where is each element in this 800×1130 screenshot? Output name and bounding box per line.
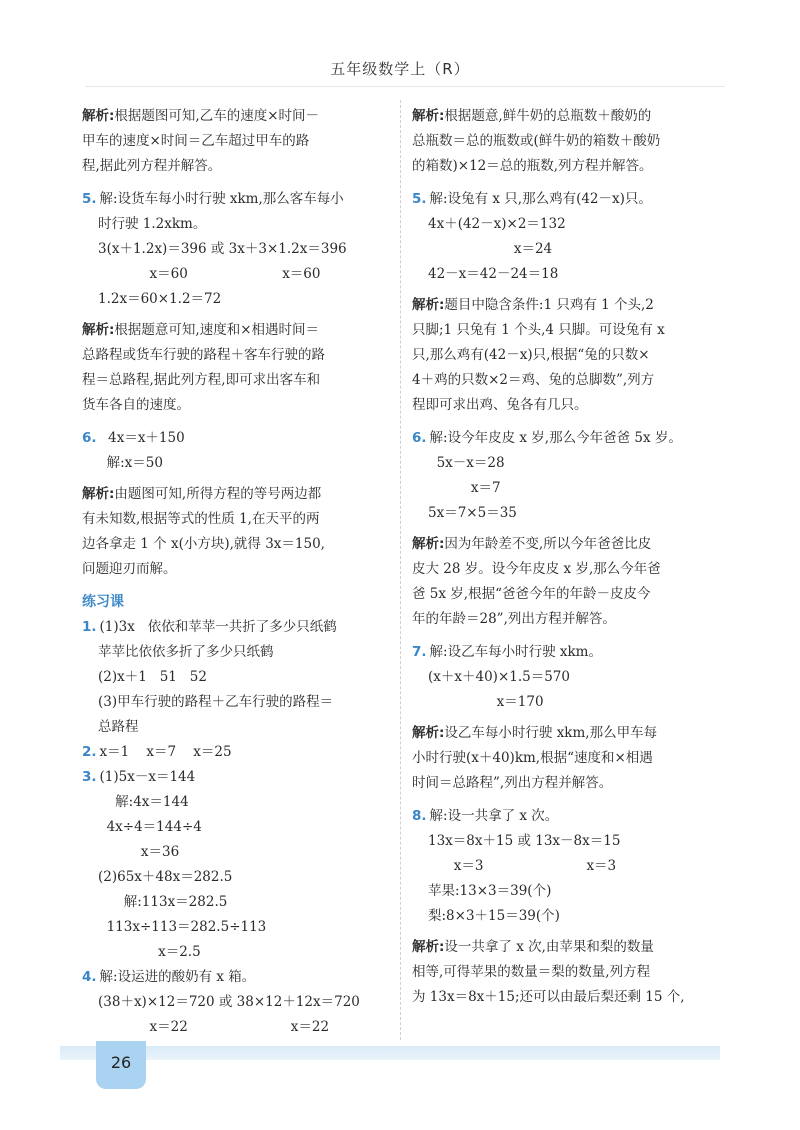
analysis-block	[82, 104, 394, 179]
text-line: 解析:由题图可知,所得方程的等号两边都	[82, 486, 322, 502]
section-title: 练习课	[82, 594, 124, 610]
text-line: 苹果:13×3＝39(个)	[428, 883, 552, 899]
analysis-block	[82, 318, 394, 418]
analysis-label: 解析:	[82, 486, 115, 502]
equation-line: (38＋x)×12＝720 或 38×12＋12x＝720	[98, 994, 360, 1010]
equation-line: 4x＝x＋150	[99, 430, 185, 446]
equation-line: x＝60 x＝60	[98, 266, 321, 282]
equation-line: x＝24	[428, 241, 553, 257]
equation-line: x＝22 x＝22	[98, 1019, 330, 1035]
text-line: 为 13x＝8x＋15;还可以由最后梨还剩 15 个,	[412, 989, 685, 1005]
equation-line: 42－x＝42－24＝18	[428, 266, 559, 282]
question-8	[412, 804, 727, 929]
column-divider	[400, 100, 401, 1040]
text-line: 总瓶数＝总的瓶数或(鲜牛奶的箱数＋酸奶	[412, 133, 661, 149]
equation-line: x＝36	[98, 844, 180, 860]
practice-1	[82, 615, 394, 740]
equation-line: x＝170	[428, 694, 544, 710]
question-number: 3.	[82, 769, 97, 785]
right-column	[412, 98, 727, 1018]
equation-line: (2)65x＋48x＝282.5	[98, 869, 233, 885]
text-line: 皮大 28 岁。设今年皮皮 x 岁,那么今年爸	[412, 561, 661, 577]
text-line: 有未知数,根据等式的性质 1,在天平的两	[82, 511, 320, 527]
text-line: 相等,可得苹果的数量＝梨的数量,列方程	[412, 964, 651, 980]
analysis-block	[412, 935, 727, 1010]
text-line: (1)3x 依依和苹苹一共折了多少只纸鹤	[99, 619, 337, 635]
text-line: 解析:题目中隐含条件:1 只鸡有 1 个头,2	[412, 297, 654, 313]
equation-line: 4x＋(42－x)×2＝132	[428, 216, 566, 232]
text-line: 程即可求出鸡、兔各有几只。	[412, 397, 588, 413]
text-line: 年的年龄＝28”,列出方程并解答。	[412, 611, 616, 627]
text-line: 边各拿走 1 个 x(小方块),就得 3x＝150,	[82, 536, 325, 552]
analysis-label: 解析:	[412, 297, 445, 313]
text-line: 解:设货车每小时行驶 xkm,那么客车每小	[99, 191, 344, 207]
text-line: 解析:根据题意可知,速度和×相遇时间＝	[82, 322, 320, 338]
text-line: 解:设今年皮皮 x 岁,那么今年爸爸 5x 岁。	[429, 430, 682, 446]
question-number: 8.	[412, 808, 427, 824]
text-line: 总路程或货车行驶的路程＋客车行驶的路	[82, 347, 325, 363]
left-column	[82, 98, 394, 1040]
equation-line: x＝1 x＝7 x＝25	[99, 744, 232, 760]
equation-line: x＝3 x＝3	[428, 858, 617, 874]
text-line: 解析:因为年龄差不变,所以今年爸爸比皮	[412, 536, 652, 552]
question-number: 2.	[82, 744, 97, 760]
practice-3	[82, 765, 394, 965]
question-number: 1.	[82, 619, 97, 635]
text-line: 小时行驶(x＋40)km,根据“速度和×相遇	[412, 750, 653, 766]
equation-line: 113x÷113＝282.5÷113	[98, 919, 267, 935]
question-5	[82, 187, 394, 312]
header-divider	[85, 86, 725, 87]
text-line: 时行驶 1.2xkm。	[98, 216, 207, 232]
text-line: 甲车的速度×时间＝乙车超过甲车的路	[82, 133, 310, 149]
text-line: 货车各自的速度。	[82, 397, 190, 413]
practice-2	[82, 740, 394, 765]
page-header: 五年级数学上（R）	[330, 60, 470, 78]
question-number: 4.	[82, 969, 97, 985]
equation-line: 解:x＝50	[98, 455, 163, 471]
equation-line: 4x÷4＝144÷4	[98, 819, 202, 835]
analysis-block	[412, 293, 727, 418]
equation-line: 解:4x＝144	[98, 794, 189, 810]
question-number: 6.	[412, 430, 427, 446]
text-line: 爸 5x 岁,根据“爸爸今年的年龄－皮皮今	[412, 586, 651, 602]
text-line: 解析:根据题图可知,乙车的速度×时间－	[82, 108, 320, 124]
equation-line: 5x－x＝28	[428, 455, 505, 471]
text-line: 程＝总路程,据此列方程,即可求出客车和	[82, 372, 321, 388]
question-number: 5.	[412, 191, 427, 207]
equation-line: x＝2.5	[98, 944, 201, 960]
analysis-label: 解析:	[412, 939, 445, 955]
question-5	[412, 187, 727, 287]
equation-line: 3(x＋1.2x)＝396 或 3x＋3×1.2x＝396	[98, 241, 347, 257]
text-line: 解析:根据题意,鲜牛奶的总瓶数＋酸奶的	[412, 108, 652, 124]
practice-4	[82, 965, 394, 1040]
text-line: 的箱数)×12＝总的瓶数,列方程并解答。	[412, 158, 653, 174]
equation-line: (x＋x＋40)×1.5＝570	[428, 669, 570, 685]
text-line: 解:设运进的酸奶有 x 箱。	[99, 969, 256, 985]
question-6	[412, 426, 727, 526]
text-line: 时间＝总路程”,列出方程并解答。	[412, 775, 613, 791]
analysis-label: 解析:	[412, 725, 445, 741]
analysis-label: 解析:	[82, 108, 115, 124]
analysis-label: 解析:	[412, 108, 445, 124]
analysis-label: 解析:	[412, 536, 445, 552]
analysis-block	[412, 104, 727, 179]
equation-line: x＝7	[428, 480, 501, 496]
analysis-label: 解析:	[82, 322, 115, 338]
text-line: (3)甲车行驶的路程＋乙车行驶的路程＝	[98, 694, 334, 710]
text-line: 解:设兔有 x 只,那么鸡有(42－x)只。	[429, 191, 652, 207]
question-6	[82, 426, 394, 476]
analysis-block	[82, 482, 394, 582]
text-line: 解:设乙车每小时行驶 xkm。	[429, 644, 602, 660]
text-line: 解析:设乙车每小时行驶 xkm,那么甲车每	[412, 725, 658, 741]
equation-line: (1)5x－x＝144	[99, 769, 196, 785]
question-number: 6.	[82, 430, 97, 446]
text-line: 解:设一共拿了 x 次。	[429, 808, 559, 824]
text-line: 总路程	[98, 719, 139, 735]
analysis-block	[412, 721, 727, 796]
text-line: 只脚;1 只兔有 1 个头,4 只脚。可设兔有 x	[412, 322, 665, 338]
question-7	[412, 640, 727, 715]
page-number: 26	[110, 1053, 132, 1072]
analysis-block	[412, 532, 727, 632]
text-line: 4＋鸡的只数×2＝鸡、兔的总脚数”,列方	[412, 372, 655, 388]
text-line: 程,据此列方程并解答。	[82, 158, 222, 174]
question-number: 7.	[412, 644, 427, 660]
equation-line: 解:113x＝282.5	[98, 894, 228, 910]
text-line: 问题迎刃而解。	[82, 561, 177, 577]
equation-line: 1.2x＝60×1.2＝72	[98, 291, 222, 307]
equation-line: 13x＝8x＋15 或 13x－8x＝15	[428, 833, 621, 849]
text-line: 解析:设一共拿了 x 次,由苹果和梨的数量	[412, 939, 654, 955]
equation-line: 5x＝7×5＝35	[428, 505, 517, 521]
text-line: 只,那么鸡有(42－x)只,根据“兔的只数×	[412, 347, 650, 363]
footer-band	[60, 1046, 720, 1060]
text-line: (2)x＋1 51 52	[98, 669, 207, 685]
text-line: 梨:8×3＋15＝39(个)	[428, 908, 560, 924]
text-line: 苹苹比依依多折了多少只纸鹤	[98, 644, 274, 660]
question-number: 5.	[82, 191, 97, 207]
